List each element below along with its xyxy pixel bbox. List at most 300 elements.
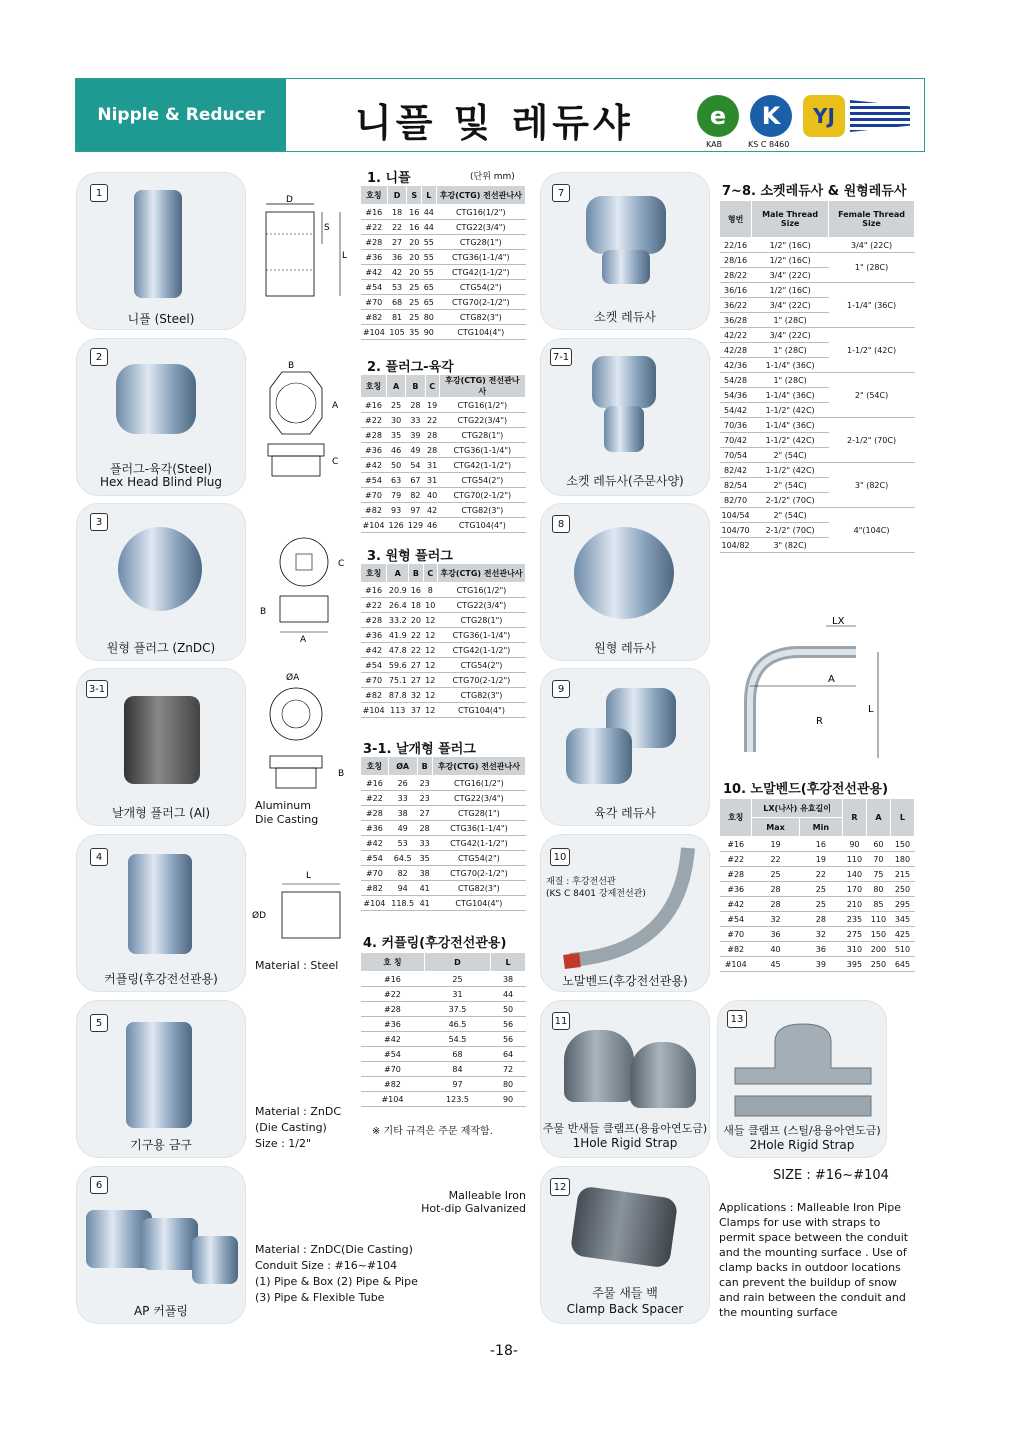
table-cell: #82 [720,942,752,957]
table-cell: #54 [361,1047,425,1062]
table-header-cell: 호칭 [361,186,388,205]
table-cell: 35 [407,325,422,340]
panel-normal-bend [540,834,710,992]
table-cell: 39 [406,428,425,443]
bend-material-note: 재질 : 후강전선관 [546,877,616,887]
table-cell: #104 [361,896,389,911]
table-cell: 70/36 [720,418,752,433]
table-cell: 82 [388,866,417,881]
dim-b: B [288,361,295,371]
table-cell: 1" (28C) [829,253,915,283]
table-cell: 39 [799,957,842,972]
table-cell: 64.5 [388,851,417,866]
table-cell: 33 [388,791,417,806]
clamp-back-image [570,1185,679,1268]
table-row [361,643,526,658]
nipple-diagram [252,190,352,305]
table-cell: 20.9 [387,583,409,598]
table-cell: 36/28 [720,313,752,328]
table-cell: 38 [417,866,432,881]
table-cell: 2-1/2" (70C) [752,493,829,508]
coupling-table [360,952,526,1107]
zndc-note-1: Material : ZnDC [255,1105,342,1118]
table-cell: #82 [361,310,388,325]
table-cell: 1-1/2" (42C) [752,433,829,448]
steel-note: Material : Steel [255,959,339,972]
table-cell: 53 [387,280,407,295]
nipple-image [134,190,182,298]
ap-coupling-image-2 [142,1218,198,1270]
table-cell: 54.5 [424,1032,490,1047]
table-cell: 110 [866,912,890,927]
table-cell: 18 [387,205,407,220]
table-row [361,310,526,325]
table-cell: 16 [407,205,422,220]
table-cell: 1-1/4" (36C) [752,388,829,403]
panel-nipple [76,172,246,330]
dim-oa: ØA [286,673,300,683]
item-number: 12 [550,1178,570,1196]
table-cell: 1" (28C) [752,343,829,358]
table-cell: 55 [422,250,437,265]
product-caption: 원형 레듀사 [594,641,656,655]
yj-logo: YJ [803,95,845,137]
table-cell: 54 [406,458,425,473]
table-row [720,852,915,867]
zndc-note-3: Size : 1/2" [255,1137,312,1150]
table-cell: 210 [842,897,866,912]
table-row [361,443,526,458]
table-cell: 37.5 [424,1002,490,1017]
product-caption: 커플링(후강전선관용) [104,972,218,986]
table-cell: 75 [866,867,890,882]
table-cell: 33.2 [387,613,409,628]
table-header-cell: A [386,375,405,398]
table-cell: 22 [409,628,423,643]
item-number: 1 [90,184,108,202]
al-note-1: Aluminum [255,799,311,812]
table-cell: 32 [409,688,423,703]
table-cell: CTG42(1-1/2") [436,265,525,280]
table-row [361,280,526,295]
table-cell: 1/2" (16C) [752,283,829,298]
t10-title: 10. 노말벤드(후강전선관용) [723,782,889,797]
table-cell: #42 [361,836,389,851]
dim-b: B [260,607,267,617]
table-cell: 126 [386,518,405,533]
table-row [361,473,526,488]
ks-logo: K [750,95,792,137]
table-cell: CTG104(4") [436,325,525,340]
table-cell: 41 [417,881,432,896]
table-row [361,503,526,518]
table-header-cell: L [890,799,914,837]
table-cell: 53 [388,836,417,851]
table-row [361,220,526,235]
table-cell: 150 [890,837,914,852]
table-cell: CTG70(2-1/2") [432,866,525,881]
applications-line: and rain between the conduit and [719,1291,906,1304]
table-cell: 3" (82C) [752,538,829,553]
table-header-cell: 호칭 [720,799,752,837]
product-caption: 플러그-육각(Steel) [109,462,213,476]
table-cell: 3/4" (22C) [829,238,915,253]
hex-plug-table [360,374,526,533]
table-cell: 104/70 [720,523,752,538]
table-cell: 90 [842,837,866,852]
table-cell: #42 [361,1032,425,1047]
table-cell: 68 [424,1047,490,1062]
table-cell: 25 [799,882,842,897]
fixture-image [126,1022,192,1128]
item-number: 7-1 [550,348,572,366]
kab-logo: e [697,95,739,137]
panel-hex-plug [76,338,246,496]
dim-d: D [286,195,293,205]
table-cell: #16 [361,398,387,413]
applications-line: can prevent the buildup of snow [719,1276,897,1289]
table-cell: #16 [361,205,388,220]
dim-b: B [338,769,345,779]
table-cell: 18 [409,598,423,613]
table-cell: 180 [890,852,914,867]
table-cell: 90 [491,1092,526,1107]
table-header-cell: B [417,757,432,776]
table-cell: CTG28(1") [437,613,525,628]
table-cell: 94 [388,881,417,896]
table-row [361,1032,526,1047]
table-cell: 250 [866,957,890,972]
unit-note: (단위 mm) [470,172,515,182]
table-cell: 150 [866,927,890,942]
table-cell: 44 [422,220,437,235]
table-cell: CTG16(1/2") [439,398,525,413]
panel-2hole-strap [717,1000,887,1158]
strap-image-1 [564,1030,634,1102]
table-cell: 1/2" (16C) [752,253,829,268]
table-cell: 50 [386,458,405,473]
table-cell: 1-1/2" (42C) [829,328,915,373]
hex-plug-diagram [252,358,352,483]
table-header-cell: Max [752,818,799,837]
table-cell: #16 [720,837,752,852]
wing-plug-diagram [252,670,352,795]
table-cell: 40 [752,942,799,957]
table-cell: 49 [406,443,425,458]
table-cell: 22 [799,867,842,882]
table-row [720,897,915,912]
table-cell: 45 [752,957,799,972]
table-cell: #70 [361,1062,425,1077]
table-row [361,398,526,413]
table-cell: #22 [361,987,425,1002]
table-cell: 56 [491,1032,526,1047]
t1-title: 1. 니플 [367,171,411,186]
table-cell: CTG54(2") [432,851,525,866]
t4-title: 4. 커플링(후강전선관용) [363,936,507,951]
normal-bend-image [560,842,710,972]
table-cell: 22 [425,413,439,428]
panel-hex-reducer [540,668,710,826]
product-caption: 원형 플러그 (ZnDC) [106,641,216,655]
table-cell: CTG54(2") [439,473,525,488]
panel-clamp-back [540,1166,710,1324]
table-cell: 645 [890,957,914,972]
table-cell: 16 [409,583,423,598]
table-cell: 10 [423,598,437,613]
item-number: 6 [90,1176,108,1194]
table-row [361,488,526,503]
table-cell: 81 [387,310,407,325]
table-row [720,927,915,942]
table-cell: #36 [361,250,388,265]
table-cell: CTG42(1-1/2") [432,836,525,851]
table-row [361,851,526,866]
table-cell: 97 [406,503,425,518]
table-header-cell: Min [799,818,842,837]
page-number: -18- [490,1343,518,1359]
table-header-cell: 호칭 [361,375,387,398]
item-number: 2 [90,348,108,366]
table-cell: 27 [387,235,407,250]
ap-coupling-image-3 [192,1236,238,1284]
table-cell: 70/42 [720,433,752,448]
table-cell: #36 [361,628,387,643]
table-cell: #70 [361,295,388,310]
table-cell: 82/54 [720,478,752,493]
table-row [361,881,526,896]
2hole-strap-image [729,1020,879,1120]
normal-bend-diagram [720,612,920,777]
round-plug-image [118,527,202,611]
table-cell: 20 [409,613,423,628]
t78-title: 7~8. 소켓레듀사 & 원형레듀사 [722,184,907,199]
table-header-cell: L [491,953,526,972]
product-caption: 노말벤드(후강전선관용) [562,974,688,988]
table-cell: 12 [423,628,437,643]
table-header-cell: 호 칭 [361,953,425,972]
dim-lx: LX [832,616,845,627]
table-cell: 30 [386,413,405,428]
table-row [720,912,915,927]
table-cell: #104 [361,703,387,718]
table-cell: 19 [425,398,439,413]
table-cell: 22/16 [720,238,752,253]
table-cell: CTG54(2") [436,280,525,295]
table-cell: 12 [423,658,437,673]
table-cell: 1-1/2" (42C) [752,403,829,418]
table-cell: 28/22 [720,268,752,283]
table-cell: 3" (82C) [829,463,915,508]
table-header-cell: C [423,564,437,583]
table-cell: 87.8 [387,688,409,703]
table-cell: 12 [423,643,437,658]
table-cell: CTG104(4") [437,703,525,718]
table-cell: CTG28(1") [436,235,525,250]
round-plug-table [360,563,526,718]
ap-note-3: (1) Pipe & Box (2) Pipe & Pipe [255,1275,418,1288]
table-cell: 42 [387,265,407,280]
product-caption: 날개형 플러그 (Al) [111,806,211,820]
table-cell: 215 [890,867,914,882]
panel-round-reducer [540,503,710,661]
table-cell: 3/4" (22C) [752,328,829,343]
table-cell: 104/54 [720,508,752,523]
table-header-cell: LX(나사) 유효길이 [752,799,843,818]
table-cell: 65 [422,280,437,295]
table-header-cell: 후강(CTG) 전선관나사 [437,564,525,583]
table-cell: 64 [491,1047,526,1062]
table-row [720,867,915,882]
table-row [361,673,526,688]
table-row [361,1002,526,1017]
table-cell: 36 [387,250,407,265]
table-cell: #16 [361,583,387,598]
product-caption: 주물 반새들 클램프(용융아연도금) [542,1122,708,1135]
table-cell: 41.9 [387,628,409,643]
panel-1hole-strap [540,1000,710,1158]
table-cell: #36 [720,882,752,897]
table-cell: CTG82(3") [437,688,525,703]
table-row [361,658,526,673]
table-cell: 3/4" (22C) [752,298,829,313]
hex-reducer-image-2 [566,728,632,784]
strap-image-2 [630,1042,696,1108]
table-cell: 1/2" (16C) [752,238,829,253]
table-row [361,836,526,851]
table-cell: 28 [752,882,799,897]
table-header-cell: C [425,375,439,398]
applications-note [719,1200,908,1320]
table-cell: 1-1/4" (36C) [752,358,829,373]
table-cell: 123.5 [424,1092,490,1107]
product-caption: 주물 새들 백 [592,1286,658,1300]
table-cell: 2" (54C) [752,448,829,463]
table-cell: #104 [720,957,752,972]
table-row [361,866,526,881]
table-row [720,882,915,897]
table-cell: 113 [387,703,409,718]
table-cell: 28 [752,897,799,912]
table-cell: 33 [406,413,425,428]
table-cell: 80 [491,1077,526,1092]
table-row [361,598,526,613]
table-header-cell: Female Thread Size [829,201,915,238]
product-caption: 새들 클램프 (스틸/용융아연도금) [723,1124,881,1137]
table-cell: CTG22(3/4") [432,791,525,806]
table-cell: CTG104(4") [439,518,525,533]
table-cell: #70 [361,673,387,688]
ap-note-1: Material : ZnDC(Die Casting) [255,1243,413,1256]
table-cell: 42/36 [720,358,752,373]
table-cell: 36 [799,942,842,957]
table-cell: #36 [361,1017,425,1032]
table-cell: 32 [799,927,842,942]
table-cell: #104 [361,325,388,340]
table-row [361,325,526,340]
product-caption: 소켓 레듀사 [594,310,656,324]
dim-a: A [828,674,835,685]
table-cell: #54 [361,851,389,866]
table-cell: 59.6 [387,658,409,673]
table-cell: CTG22(3/4") [439,413,525,428]
table-cell: CTG54(2") [437,658,525,673]
table-cell: CTG28(1") [439,428,525,443]
table-header-cell: A [866,799,890,837]
table-cell: 1-1/2" (42C) [752,463,829,478]
table-cell: CTG16(1/2") [432,776,525,791]
table-cell: 38 [491,972,526,987]
table-cell: 31 [424,987,490,1002]
bend-material-note-2: (KS C 8401 강제전선관) [546,889,646,899]
table-cell: 16 [407,220,422,235]
table-cell: 82 [406,488,425,503]
table-cell: 55 [422,235,437,250]
table-cell: 54/28 [720,373,752,388]
product-caption: 니플 (Steel) [127,312,195,326]
al-note-2: Die Casting [255,813,319,826]
table-row [361,1017,526,1032]
table-cell: 250 [890,882,914,897]
table-cell: 12 [423,673,437,688]
item-number: 13 [727,1010,747,1028]
table-row [720,508,915,523]
reducer-table [719,200,915,553]
table-row [720,283,915,298]
table-row [361,413,526,428]
table-row [720,418,915,433]
table-cell: 25 [424,972,490,987]
table-cell: 25 [407,280,422,295]
table-cell: 295 [890,897,914,912]
item-number: 7 [552,184,570,202]
table-row [361,1062,526,1077]
table-cell: 200 [866,942,890,957]
coupling-diagram [252,868,352,953]
table-cell: #28 [361,806,389,821]
socket-custom-image [592,356,656,408]
table-cell: 63 [386,473,405,488]
table-row [720,373,915,388]
table-cell: 25 [799,897,842,912]
header-tab: Nipple & Reducer [76,79,286,151]
table-cell: 97 [424,1077,490,1092]
table-header-cell: ØA [388,757,417,776]
table-cell: CTG28(1") [432,806,525,821]
item-number: 5 [90,1014,108,1032]
product-caption: AP 커플링 [133,1304,189,1318]
panel-socket-reducer-custom [540,338,710,496]
table-cell: CTG82(3") [436,310,525,325]
table-cell: 235 [842,912,866,927]
table-header-cell: B [406,375,425,398]
table-header-cell: S [407,186,422,205]
panel-fixture [76,1000,246,1158]
table-row [720,328,915,343]
item-number: 9 [552,680,570,698]
table-cell: CTG22(3/4") [436,220,525,235]
table-row [361,688,526,703]
table-cell: 1" (28C) [752,313,829,328]
table-cell: CTG36(1-1/4") [439,443,525,458]
t3-title: 3. 원형 플러그 [367,549,453,564]
table-cell: 28 [417,821,432,836]
table-cell: 20 [407,235,422,250]
table-header-cell: 호칭 [361,564,387,583]
applications-line: and the mounting surface . Use of [719,1246,907,1259]
table-cell: #28 [361,428,387,443]
table-cell: CTG36(1-1/4") [436,250,525,265]
